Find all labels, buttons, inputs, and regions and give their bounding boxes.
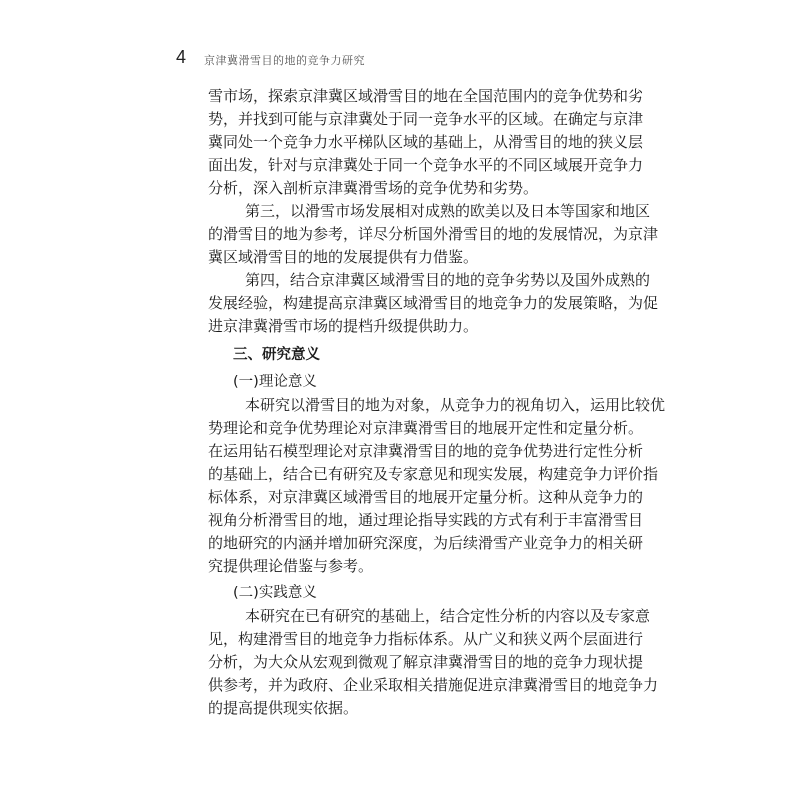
text-line: 势，并找到可能与京津冀处于同一竞争水平的区域。在确定与京津	[208, 110, 644, 128]
text-line: 本研究在已有研究的基础上，结合定性分析的内容以及专家意	[245, 607, 651, 625]
text-line: 第三，以滑雪市场发展相对成熟的欧美以及日本等国家和地区	[245, 202, 651, 220]
text-line: 势理论和竞争优势理论对京津冀滑雪目的地展开定性和定量分析。	[208, 419, 644, 437]
text-line: 供参考，并为政府、企业采取相关措施促进京津冀滑雪目的地竞争力	[208, 676, 659, 694]
paragraph-practice	[208, 605, 659, 720]
text-line: 第四，结合京津冀区域滑雪目的地的竞争劣势以及国外成熟的	[245, 271, 651, 289]
section-heading: 三、研究意义	[233, 347, 320, 363]
page-body	[208, 85, 666, 720]
text-line: 的地研究的内涵并增加研究深度，为后续滑雪产业竞争力的相关研	[208, 534, 644, 552]
text-line: 进京津冀滑雪市场的提档升级提供助力。	[208, 317, 479, 335]
text-line: 发展经验，构建提高京津冀区域滑雪目的地竞争力的发展策略，为促	[208, 294, 659, 312]
text-line: 的基础上，结合已有研究及专家意见和现实发展，构建竞争力评价指	[208, 465, 659, 483]
text-line: 标体系，对京津冀区域滑雪目的地展开定量分析。这种从竞争力的	[208, 488, 644, 506]
text-line: 本研究以滑雪目的地为对象，从竞争力的视角切入，运用比较优	[245, 396, 666, 414]
running-title: 京津冀滑雪目的地的竞争力研究	[204, 54, 365, 67]
text-line: 见，构建滑雪目的地竞争力指标体系。从广义和狭义两个层面进行	[208, 630, 644, 648]
text-line: 冀同处一个竞争力水平梯队区域的基础上，从滑雪目的地的狭义层	[208, 133, 644, 151]
text-line: 冀区域滑雪目的地的发展提供有力借鉴。	[208, 248, 479, 266]
paragraph-2	[208, 200, 659, 269]
text-line: 分析，深入剖析京津冀滑雪场的竞争优势和劣势。	[208, 179, 539, 197]
paragraph-1	[208, 85, 644, 200]
subsection-heading-practice: (二)实践意义	[233, 585, 317, 601]
text-line: 视角分析滑雪目的地，通过理论指导实践的方式有利于丰富滑雪目	[208, 511, 644, 529]
text-line: 面出发，针对与京津冀处于同一个竞争水平的不同区域展开竞争力	[208, 156, 644, 174]
text-line: 雪市场，探索京津冀区域滑雪目的地在全国范围内的竞争优势和劣	[208, 87, 644, 105]
text-line: 的提高提供现实依据。	[208, 699, 359, 717]
page-number: 4	[176, 47, 187, 67]
text-line: 究提供理论借鉴与参考。	[208, 557, 374, 575]
text-line: 在运用钻石模型理论对京津冀滑雪目的地的竞争优势进行定性分析	[208, 442, 644, 460]
text-line: 的滑雪目的地为参考，详尽分析国外滑雪目的地的发展情况，为京津	[208, 225, 659, 243]
text-line: 分析，为大众从宏观到微观了解京津冀滑雪目的地的竞争力现状提	[208, 653, 644, 671]
paragraph-3	[208, 269, 659, 338]
subsection-heading-theory: (一)理论意义	[233, 374, 317, 390]
paragraph-theory	[208, 394, 666, 578]
